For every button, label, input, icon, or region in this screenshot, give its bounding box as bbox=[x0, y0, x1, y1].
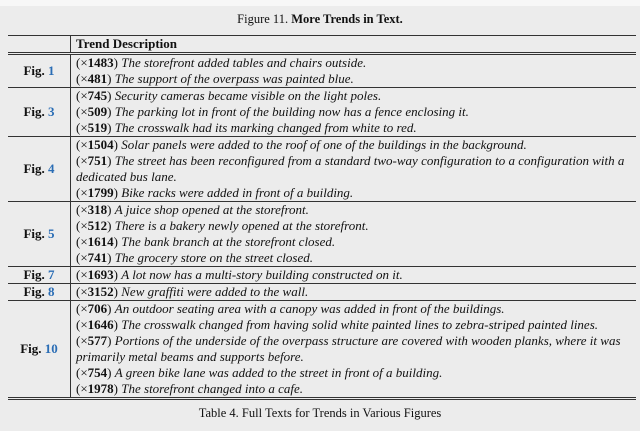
trend-item: (×481) The support of the overpass was painted blue. bbox=[76, 71, 354, 86]
fig-prefix: Fig. bbox=[23, 161, 45, 176]
trend-item: (×318) A juice shop opened at the storefront. bbox=[76, 202, 309, 217]
trend-text: Solar panels were added to the roof of one of the buildings in the background. bbox=[121, 137, 527, 152]
trend-item: (×754) A green bike lane was added to the street in front of a building. bbox=[76, 365, 443, 380]
trend-item: (×577) Portions of the underside of the overpass structure are covered with wooden planks, where it was primarily metal beams and supports before. bbox=[76, 333, 621, 364]
trend-count: 519 bbox=[87, 120, 108, 135]
figure-link[interactable]: 7 bbox=[48, 267, 55, 282]
figure-caption bbox=[0, 12, 640, 27]
trend-item: (×1693) A lot now has a multi-story building constructed on it. bbox=[76, 267, 403, 282]
fig-prefix: Fig. bbox=[23, 104, 45, 119]
figure-link[interactable]: 8 bbox=[48, 284, 55, 299]
trend-count: 1646 bbox=[87, 317, 114, 332]
header-trend-description: Trend Description bbox=[71, 36, 637, 54]
trend-text: The parking lot in front of the building now has a fence enclosing it. bbox=[114, 104, 469, 119]
trend-count: 745 bbox=[87, 88, 108, 103]
figure-link[interactable]: 3 bbox=[48, 104, 55, 119]
trend-count: 1504 bbox=[87, 137, 114, 152]
trend-count: 3152 bbox=[87, 284, 114, 299]
trend-text: Bike racks were added in front of a building. bbox=[121, 185, 354, 200]
fig-prefix: Fig. bbox=[23, 226, 45, 241]
trend-count: 512 bbox=[87, 218, 108, 233]
trend-descriptions bbox=[71, 202, 637, 267]
fig-prefix: Fig. bbox=[23, 284, 45, 299]
figure-label bbox=[8, 284, 71, 301]
trend-count: 509 bbox=[87, 104, 108, 119]
trend-count: 706 bbox=[87, 301, 108, 316]
top-strip bbox=[0, 0, 640, 6]
fig-prefix: Fig. bbox=[23, 63, 45, 78]
trend-text: The bank branch at the storefront closed. bbox=[121, 234, 336, 249]
trend-text: Security cameras became visible on the light poles. bbox=[114, 88, 382, 103]
trend-descriptions bbox=[71, 301, 637, 399]
trend-text: The storefront changed into a cafe. bbox=[121, 381, 303, 396]
trend-count: 577 bbox=[87, 333, 108, 348]
trend-text: The grocery store on the street closed. bbox=[114, 250, 313, 265]
fig-prefix: Fig. bbox=[20, 341, 42, 356]
trend-item: (×741) The grocery store on the street closed. bbox=[76, 250, 313, 265]
trend-item: (×745) Security cameras became visible on the light poles. bbox=[76, 88, 382, 103]
figure-link[interactable]: 1 bbox=[48, 63, 55, 78]
trend-text: There is a bakery newly opened at the storefront. bbox=[114, 218, 369, 233]
trend-count: 1483 bbox=[87, 55, 114, 70]
trend-descriptions bbox=[71, 54, 637, 88]
trend-item: (×509) The parking lot in front of the building now has a fence enclosing it. bbox=[76, 104, 469, 119]
trend-text: A juice shop opened at the storefront. bbox=[114, 202, 309, 217]
trend-table bbox=[8, 35, 636, 400]
table-row bbox=[8, 267, 636, 284]
table-row bbox=[8, 301, 636, 399]
table-row bbox=[8, 88, 636, 137]
trend-count: 1693 bbox=[87, 267, 114, 282]
trend-count: 751 bbox=[87, 153, 108, 168]
trend-count: 754 bbox=[87, 365, 108, 380]
trend-item: (×751) The street has been reconfigured from a standard two-way configuration to a configuration with a dedicated bus lane. bbox=[76, 153, 625, 184]
trend-item: (×1978) The storefront changed into a cafe. bbox=[76, 381, 303, 396]
trend-text: The crosswalk had its marking changed from white to red. bbox=[114, 120, 417, 135]
caption-title: More Trends in Text. bbox=[291, 12, 403, 26]
trend-text: The crosswalk changed from having solid white painted lines to zebra-striped painted lines. bbox=[121, 317, 599, 332]
figure-label bbox=[8, 88, 71, 137]
trend-item: (×1504) Solar panels were added to the roof of one of the buildings in the background. bbox=[76, 137, 527, 152]
trend-count: 1799 bbox=[87, 185, 114, 200]
table-header bbox=[8, 36, 636, 54]
trend-text: Portions of the underside of the overpass structure are covered with wooden planks, where it was primarily metal beams and supports before. bbox=[76, 333, 621, 364]
header-figure bbox=[8, 36, 71, 54]
trend-count: 741 bbox=[87, 250, 108, 265]
trend-item: (×512) There is a bakery newly opened at the storefront. bbox=[76, 218, 369, 233]
trend-item: (×1799) Bike racks were added in front of a building. bbox=[76, 185, 354, 200]
trend-text: A lot now has a multi-story building constructed on it. bbox=[121, 267, 403, 282]
trend-item: (×3152) New graffiti were added to the wall. bbox=[76, 284, 309, 299]
figure-label bbox=[8, 54, 71, 88]
trend-text: The support of the overpass was painted blue. bbox=[114, 71, 354, 86]
figure-label bbox=[8, 301, 71, 399]
trend-descriptions bbox=[71, 88, 637, 137]
table-row bbox=[8, 54, 636, 88]
table-row bbox=[8, 202, 636, 267]
figure-label bbox=[8, 137, 71, 202]
trend-count: 481 bbox=[87, 71, 108, 86]
trend-item: (×1646) The crosswalk changed from having solid white painted lines to zebra-striped painted lines. bbox=[76, 317, 599, 332]
trend-count: 1978 bbox=[87, 381, 114, 396]
trend-descriptions bbox=[71, 137, 637, 202]
trend-text: The storefront added tables and chairs outside. bbox=[121, 55, 367, 70]
fig-prefix: Fig. bbox=[23, 267, 45, 282]
caption-prefix: Figure 11. bbox=[237, 12, 289, 26]
trend-count: 1614 bbox=[87, 234, 114, 249]
trend-descriptions bbox=[71, 284, 637, 301]
trend-text: An outdoor seating area with a canopy was added in front of the buildings. bbox=[114, 301, 505, 316]
table-row bbox=[8, 137, 636, 202]
trend-text: The street has been reconfigured from a standard two-way configuration to a configuration with a dedicated bus lane. bbox=[76, 153, 625, 184]
trend-text: New graffiti were added to the wall. bbox=[121, 284, 309, 299]
trend-item: (×706) An outdoor seating area with a canopy was added in front of the buildings. bbox=[76, 301, 505, 316]
trend-item: (×519) The crosswalk had its marking changed from white to red. bbox=[76, 120, 417, 135]
trend-item: (×1614) The bank branch at the storefront closed. bbox=[76, 234, 336, 249]
figure-label bbox=[8, 202, 71, 267]
trend-descriptions bbox=[71, 267, 637, 284]
figure-link[interactable]: 10 bbox=[44, 341, 58, 356]
figure-link[interactable]: 4 bbox=[48, 161, 55, 176]
trend-text: A green bike lane was added to the street in front of a building. bbox=[114, 365, 443, 380]
table-row bbox=[8, 284, 636, 301]
trend-item: (×1483) The storefront added tables and chairs outside. bbox=[76, 55, 367, 70]
trend-count: 318 bbox=[87, 202, 108, 217]
figure-label bbox=[8, 267, 71, 284]
table-caption: Table 4. Full Texts for Trends in Various Figures bbox=[198, 406, 442, 420]
figure-link[interactable]: 5 bbox=[48, 226, 55, 241]
